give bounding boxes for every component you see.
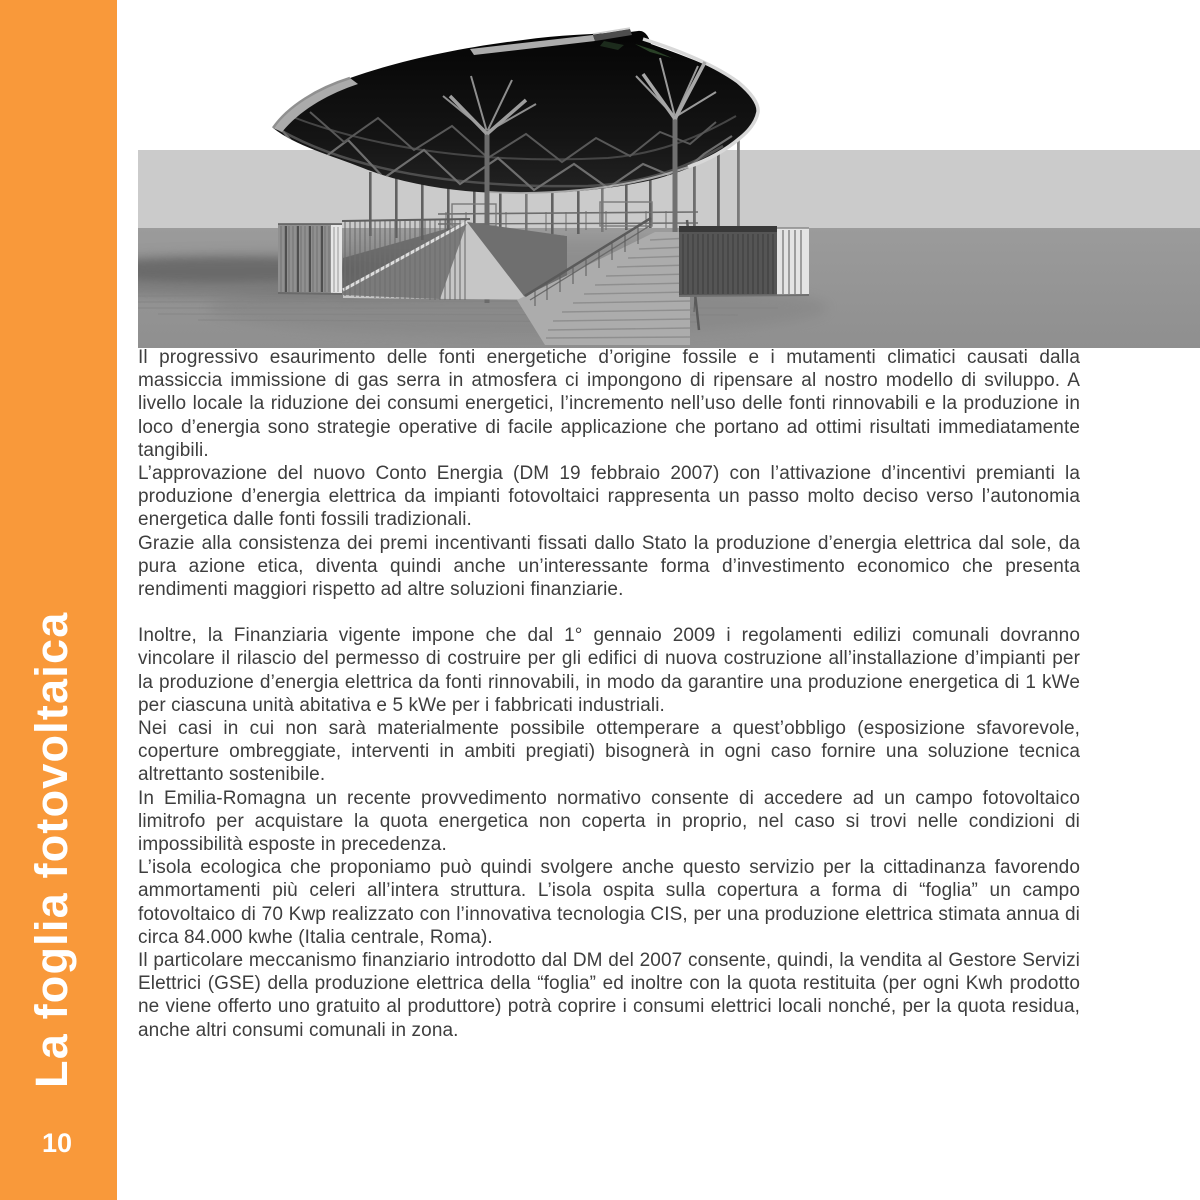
paragraph: Il particolare meccanismo finanziario introdotto dal DM del 2007 consente, quindi, la vendita al Gestore Servizi Elettrici (GSE) della produzione elettrica della “foglia” ed inoltre con la quota restituita (per ogni Kwh prodotto ne viene offerto uno gratuito al produttore) potrà coprire i consumi elettrici locali nonché, per la quota residua, anche altri consumi comunali in zona. [138,950,1080,1041]
paragraph: Il progressivo esaurimento delle fonti energetiche d’origine fossile e i mutamenti climatici causati dalla massiccia immissione di gas serra in atmosfera ci impongono di ripensare al nostro modello di sviluppo. A livello locale la riduzione dei consumi energetici, l’incremento nell’uso delle fonti rinnovabili e la produzione in loco d’energia sono strategie operative di facile applicazione che portano ad ottimi risultati immediatamente tangibili. [138,347,1080,461]
right-container [679,226,809,296]
paragraph: L’approvazione del nuovo Conto Energia (DM 19 febbraio 2007) con l’attivazione d’incentivi premianti la produzione d’energia elettrica da impianti fotovoltaici rappresenta un passo molto deciso verso l’autonomia energetica dalle fonti fossili tradizionali. [138,463,1080,531]
paragraph: Grazie alla consistenza dei premi incentivanti fissati dallo Stato la produzione d’energia elettrica dal sole, da pura azione etica, diventa quindi anche un’interessante forma d’investimento economico che presenta rendimenti maggiori rispetto ad altre soluzioni finanziarie. [138,532,1080,601]
canopy-rendering-figure [138,8,1200,348]
paragraph: L’isola ecologica che proponiamo può quindi svolgere anche questo servizio per la cittadinanza favorendo ammortamenti più celeri all’intera struttura. L’isola ospita sulla copertura a forma di “foglia” un campo fotovoltaico di 70 Kwp realizzato con l’innovativa tecnologia CIS, per una produzione elettrica stimata annua di circa 84.000 kwhe (Italia centrale, Roma). [138,857,1080,948]
page-title: La foglia fotovoltaica [26,611,77,1088]
page-number: 10 [42,1128,73,1158]
paragraph: Nei casi in cui non sarà materialmente possibile ottemperare a quest’obbligo (esposizione sfavorevole, coperture ombreggiate, interventi in ambiti pregiati) bisognerà in ogni caso fornire una soluzione tecnica altrettanto sostenibile. [138,718,1080,786]
sidebar [0,0,117,1200]
article-body [138,346,1080,1042]
canopy-rendering-svg [138,8,1200,348]
paragraph: Inoltre, la Finanziaria vigente impone che dal 1° gennaio 2009 i regolamenti edilizi comunali dovranno vincolare il rilascio del permesso di costruire per gli edifici di nuova costruzione all’installazione d’impianti per la produzione d’energia elettrica da fonti rinnovabili, in modo da garantire una produzione energetica di 1 kWe per ciascuna unità abitativa e 5 kWe per i fabbricati industriali. [138,625,1080,716]
left-container [278,224,342,294]
paragraph: In Emilia-Romagna un recente provvedimento normativo consente di accedere ad un campo fotovoltaico limitrofo per acquistare la quota energetica non coperta in proprio, nel caso si trovi nelle condizioni di impossibilità esposte in precedenza. [138,787,1080,856]
